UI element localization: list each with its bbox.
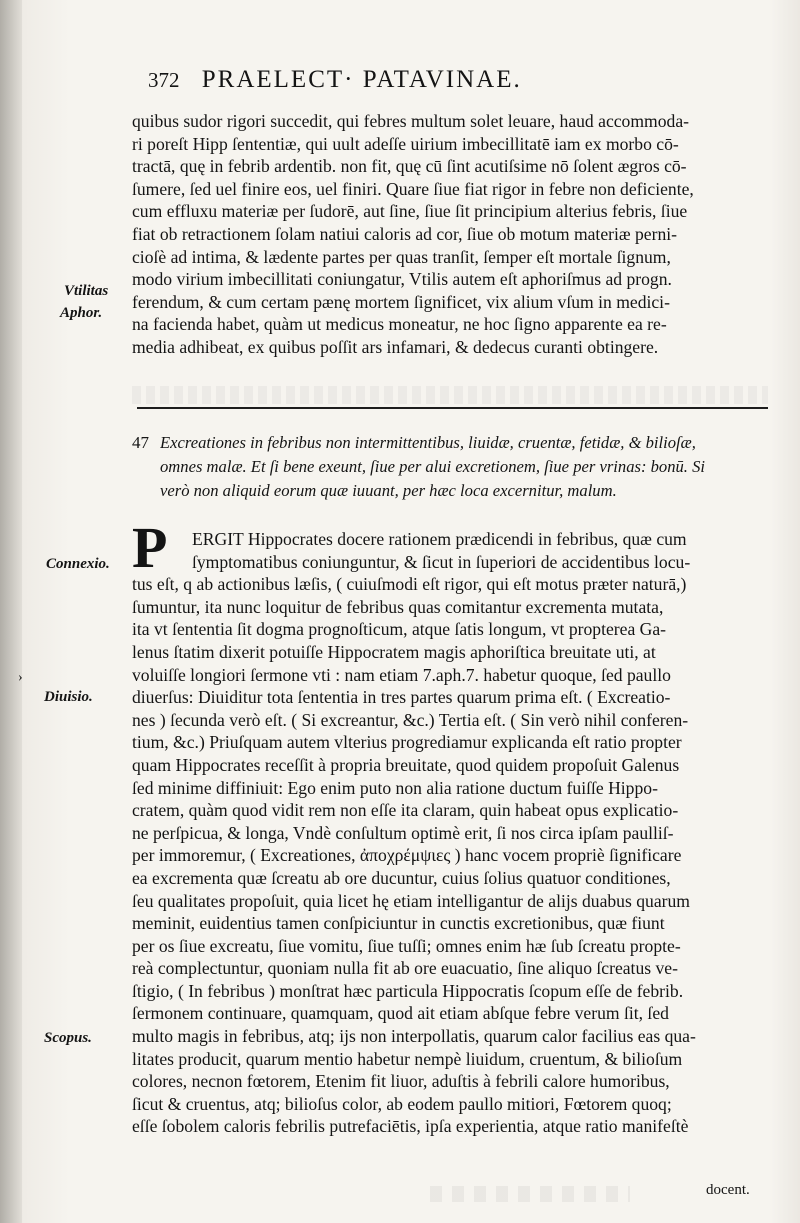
aphorism-number: 47 <box>132 433 149 452</box>
text-line: cratem, quàm quod vidit rem non eſſe ita claram, quin habeat opus explicatio- <box>132 800 679 821</box>
page-gutter-shadow <box>0 0 22 1223</box>
text-line: tractā, quę in febrib ardentib. non fit, quę cū ſint acutiſsime nō ſolent ægros cō- <box>132 156 687 177</box>
aphorism-text <box>160 431 772 503</box>
section-rule <box>137 407 768 409</box>
text-line: meminit, euidentius tamen conſpiciuntur in cunctis excretionibus, quæ fiunt <box>132 913 665 934</box>
text-line: modo virium imbecillitati coniungatur, Vtilis autem eſt aphoriſmus ad progn. <box>132 269 672 290</box>
text-line: tium, &c.) Priuſquam autem vlterius progrediamur explicanda eſt ratio propter <box>132 732 682 753</box>
text-line: ERGIT Hippocrates docere rationem prædicendi in febribus, quæ cum <box>192 529 687 549</box>
text-line: ferendum, & cum certam pænę mortem ſignificet, vix alium vſum in medici- <box>132 291 670 312</box>
text-line: lenus ſtatim dixerit potuiſſe Hippocratem magis aphoriſtica breuitate uti, at <box>132 641 656 662</box>
text-line: diuerſus: Diuiditur tota ſententia in tres partes quarum prima eſt. ( Excreatio- <box>132 687 671 708</box>
margin-note-connexio: Connexio. <box>46 556 110 572</box>
text-line: colores, necnon fœtorem, Etenim fit liuor, aduſtis à febrili calore humoribus, <box>132 1071 670 1092</box>
margin-note-utilitas: Vtilitas <box>64 283 109 299</box>
aphorism-line: verò non aliquid eorum quæ iuuant, per hæc loca excernitur, malum. <box>160 481 617 500</box>
text-line: na facienda habet, quàm ut medicus moneatur, ne hoc ſigno apparente ea re- <box>132 314 667 335</box>
commentary-paragraph-1 <box>132 110 768 359</box>
aphorism-line: omnes malæ. Et ſi bene exeunt, ſiue per alui excretionem, ſiue per vrinas: bonū. Si <box>160 457 706 476</box>
text-line: ſymptomatibus coniunguntur, & ſicut in ſuperiori de accidentibus locu- <box>192 551 691 572</box>
margin-note-divisio: Diuisio. <box>44 689 93 705</box>
running-header <box>148 66 708 94</box>
running-title: PRAELECT· PATAVINAE. <box>201 66 522 93</box>
margin-mark: › <box>18 670 23 685</box>
text-line: cum effluxu materiæ per ſudorē, aut ſine, ſiue ſit principium alterius febris, ſiue <box>132 201 688 222</box>
text-line: ſumuntur, ita nunc loquitur de febribus quas comitantur excrementa mutata, <box>132 596 664 617</box>
text-line: ſed minime diffiniuit: Ego enim puto non alia ratione ductum fuiſſe Hippo- <box>132 777 658 798</box>
text-line: litates producit, quarum mentio habetur nempè liuidum, cruentum, & bilioſum <box>132 1048 683 1069</box>
text-line: media adhibeat, ex quibus poſſit ars infamari, & dedecus curanti obtingere. <box>132 336 659 357</box>
text-line: multo magis in febribus, atq; ijs non interpollatis, quarum calor facilius eas qua- <box>132 1026 696 1047</box>
text-line: ſumere, ſed uel finire eos, uel finiri. Quare ſiue fiat rigor in febre non deficiente, <box>132 178 694 199</box>
page-number: 372 <box>148 68 180 92</box>
text-line: ſicut & cruentus, atq; bilioſus color, ab eodem paullo mitiori, Fœtorem quoq; <box>132 1093 672 1114</box>
text-line: per os ſiue excreatu, ſiue vomitu, ſiue tuſſi; omnes enim hæ ſub ſcreatu propte- <box>132 935 681 956</box>
show-through-text <box>132 386 768 404</box>
text-line: voluiſſe longiori ſermone vti : nam etiam 7.aph.7. habetur quoque, ſed paullo <box>132 664 671 685</box>
drop-capital: P <box>132 515 168 580</box>
text-line: ſtigio, ( In febribus ) monſtrat hæc particula Hippocratis ſcopum eſſe de febrib. <box>132 980 684 1001</box>
text-line: quibus sudor rigori succedit, qui febres multum solet leuare, haud accommoda- <box>132 111 689 131</box>
catchword: docent. <box>706 1182 750 1198</box>
text-line: ſeu qualitates propoſuit, quia licet hę etiam intelligantur de alijs duabus quarum <box>132 890 690 911</box>
text-line: nes ) ſecunda verò eſt. ( Si excreantur, &c.) Tertia eſt. ( Sin verò nihil conferen- <box>132 709 689 730</box>
text-line: reà complectuntur, quoniam nulla fit ab ore euacuatio, ſine aliquo ſcreatus ve- <box>132 958 678 979</box>
commentary-paragraph-2 <box>132 528 768 1138</box>
text-line: ea excrementa quæ ſcreatu ab ore ducuntur, cuius ſolius quatuor conditiones, <box>132 867 671 888</box>
show-through-signature <box>430 1186 630 1202</box>
text-line: per immoremur, ( Excreationes, ἀποχρέμψιες ) hanc vocem propriè ſignificare <box>132 845 682 866</box>
text-line: eſſe ſobolem caloris febrilis putrefaciētis, ipſa experientia, atque ratio manifeſtè <box>132 1116 689 1137</box>
text-line: fiat ob retractionem ſolam natiui caloris ad cor, ſiue ob motum materiæ perni- <box>132 223 678 244</box>
margin-note-scopus: Scopus. <box>44 1030 92 1046</box>
text-line: cioſè ad intima, & lædente partes per quas tranſit, ſemper eſt mortale ſignum, <box>132 246 671 267</box>
text-line: ſermonem continuare, quamquam, quod ait etiam abſque febre verum ſit, ſed <box>132 1003 669 1024</box>
margin-note-aphor: Aphor. <box>60 305 103 321</box>
text-line: ita vt ſententia ſit dogma prognoſticum, atque ſatis longum, vt propterea Ga- <box>132 619 667 640</box>
text-line: ri poreſt Hipp ſententiæ, qui uult adeſſe uirium imbecillitatē iam ex morbo cō- <box>132 133 679 154</box>
aphorism-line: Excreationes in febribus non intermittentibus, liuidæ, cruentæ, fetidæ, & bilioſæ, <box>160 433 696 452</box>
text-line: quam Hippocrates receſſit à propria breuitate, quod quidem propoſuit Galenus <box>132 754 680 775</box>
text-line: tus eſt, q ab actionibus læſis, ( cuiuſmodi eſt rigor, qui eſt motus præter naturā,) <box>132 574 687 595</box>
text-line: ne perſpicua, & longa, Vndè conſultum optimè erit, ſi nos circa ipſam paulliſ- <box>132 822 674 843</box>
